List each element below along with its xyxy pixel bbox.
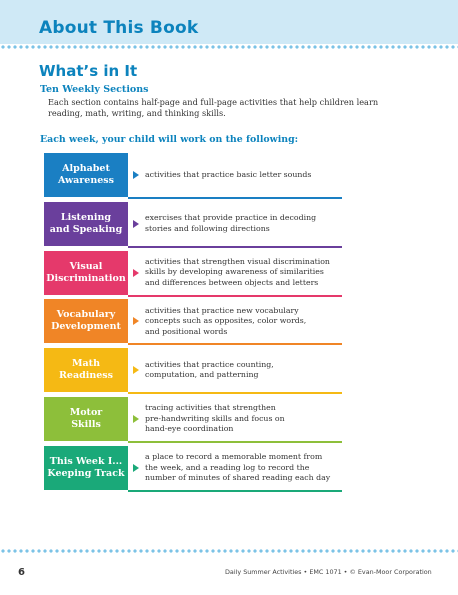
activity-row: [44, 446, 342, 492]
description-line: tracing activities that strengthen: [145, 403, 276, 413]
row-underline: [128, 295, 342, 297]
activity-label-line: Keeping Track: [47, 467, 125, 479]
activity-label-line: Awareness: [57, 175, 115, 186]
activity-row: [44, 299, 342, 345]
activity-description: [145, 170, 341, 181]
description-line: number of minutes of shared reading each day: [145, 473, 331, 483]
header-dotted-border: [0, 44, 458, 50]
description-line: stories and following directions: [145, 223, 270, 233]
activity-label-line: Readiness: [59, 370, 113, 382]
activity-row: [44, 397, 342, 443]
activity-row: [44, 251, 342, 297]
activity-description: [145, 403, 341, 435]
description-line: activities that practice new vocabulary: [145, 305, 299, 315]
activity-label-line: and Speaking: [49, 223, 123, 235]
footer-credit: Daily Summer Activities • EMC 1071 • © Evan-Moor Corporation: [225, 568, 432, 576]
section-heading: What’s in It: [39, 62, 138, 80]
row-underline: [128, 490, 342, 492]
activity-description: [145, 452, 341, 484]
row-underline: [128, 246, 342, 248]
activity-description: [145, 257, 341, 289]
activity-label-line: This Week I...: [49, 455, 123, 467]
description-line: and differences between objects and letters: [145, 277, 319, 287]
triangle-arrow-icon: [133, 317, 139, 325]
triangle-arrow-icon: [133, 415, 139, 423]
activity-description: [145, 306, 341, 338]
activity-description: [145, 360, 341, 381]
description-line: the week, and a reading log to record the: [145, 462, 310, 472]
description-line: concepts such as opposites, color words,: [145, 316, 307, 326]
activity-label-line: Visual: [69, 260, 103, 272]
activity-label: [44, 446, 128, 490]
activity-description: [145, 213, 341, 234]
activity-label-line: Math: [72, 358, 100, 370]
activity-label: [44, 153, 128, 197]
description-line: and positional words: [145, 326, 228, 336]
description-line: exercises that provide practice in decoding: [145, 213, 317, 223]
description-line: a place to record a memorable moment from: [145, 452, 323, 462]
activity-label-line: Development: [51, 321, 121, 333]
triangle-arrow-icon: [133, 464, 139, 472]
activity-label-line: Listening: [60, 211, 112, 223]
activity-label: [44, 299, 128, 343]
triangle-arrow-icon: [133, 171, 139, 179]
activity-row: [44, 153, 342, 199]
triangle-arrow-icon: [133, 269, 139, 277]
activity-row: [44, 348, 342, 394]
footer-dotted-border: [0, 548, 458, 554]
triangle-arrow-icon: [133, 366, 139, 374]
row-underline: [128, 197, 342, 199]
row-underline: [128, 441, 342, 443]
description-line: skills by developing awareness of similarities: [145, 267, 324, 277]
description-line: activities that practice basic letter sounds: [145, 169, 312, 179]
activity-label: [44, 251, 128, 295]
page-title: About This Book: [39, 18, 199, 38]
description-line: hand-eye coordination: [145, 424, 234, 434]
description-line: activities that strengthen visual discrimination: [145, 256, 330, 266]
page-number: 6: [18, 567, 25, 578]
activity-label: [44, 397, 128, 441]
triangle-arrow-icon: [133, 220, 139, 228]
section-subheading: Ten Weekly Sections: [40, 84, 149, 95]
activity-label-line: Skills: [71, 419, 101, 430]
description-line: pre-handwriting skills and focus on: [145, 413, 285, 423]
activity-label: [44, 348, 128, 392]
activity-label-line: Motor: [69, 407, 103, 418]
activity-label-line: Discrimination: [46, 272, 126, 284]
lead-sentence: Each week, your child will work on the following:: [40, 134, 299, 145]
activity-label-line: Vocabulary: [56, 309, 116, 321]
intro-paragraph: Each section contains half-page and full-page activities that help children learn reading, math, writing, and thinking skills.: [48, 97, 379, 118]
activity-label: [44, 202, 128, 246]
activity-row: [44, 202, 342, 248]
description-line: activities that practice counting,: [145, 359, 274, 369]
description-line: computation, and patterning: [145, 370, 259, 380]
row-underline: [128, 392, 342, 394]
row-underline: [128, 343, 342, 345]
activity-label-line: Alphabet: [62, 163, 110, 174]
